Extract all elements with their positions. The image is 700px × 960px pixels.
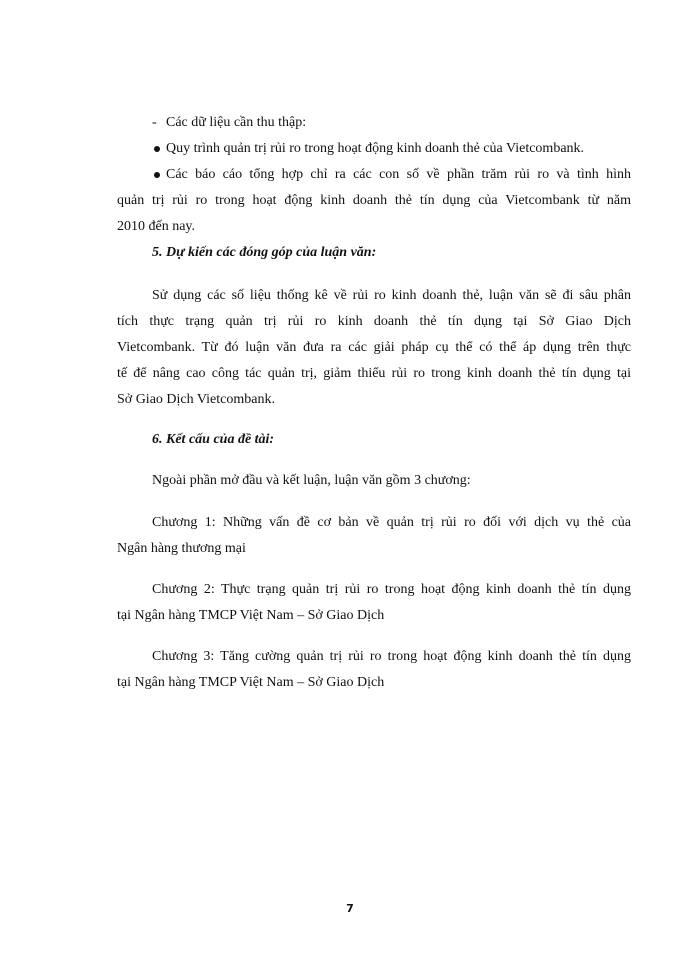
section-5-line-4: tế để nâng cao công tác quản trị, giảm thiểu rủi ro trong kinh doanh thẻ tín dụng tại [117,366,631,381]
section-5-line-5: Sở Giao Dịch Vietcombank. [117,392,275,407]
section-5-line-3: Vietcombank. Từ đó luận văn đưa ra các giải pháp cụ thể có thể áp dụng trên thực [117,340,631,355]
chapter-1-line-1: Chương 1: Những vấn đề cơ bản về quản trị rủi ro đối với dịch vụ thẻ của [152,515,631,530]
chapter-2-line-1: Chương 2: Thực trạng quản trị rủi ro trong hoạt động kinh doanh thẻ tín dụng [152,582,631,597]
section-6-intro: Ngoài phần mở đầu và kết luận, luận văn gồm 3 chương: [152,473,471,488]
list-dash: - [152,115,157,130]
chapter-3-line-2: tại Ngân hàng TMCP Việt Nam – Sở Giao Dịch [117,675,385,690]
list-heading: Các dữ liệu cần thu thập: [166,115,307,130]
chapter-3-line-1: Chương 3: Tăng cường quản trị rủi ro trong hoạt động kinh doanh thẻ tín dụng [152,649,631,664]
section-5-heading: 5. Dự kiến các đóng góp của luận văn: [152,245,377,260]
bullet-icon [154,146,160,152]
page-number: 7 [346,902,354,915]
chapter-2-line-2: tại Ngân hàng TMCP Việt Nam – Sở Giao Dịch [117,608,385,623]
bullet-icon [154,172,160,178]
section-5-line-1: Sử dụng các số liệu thống kê về rủi ro kinh doanh thẻ, luận văn sẽ đi sâu phân [152,288,631,303]
bullet-item-2: Các báo cáo tổng hợp chỉ ra các con số về phần trăm rủi ro và tình hình [166,167,631,182]
chapter-1-line-2: Ngân hàng thương mại [117,541,246,556]
bullet-item-2-line-2: quản trị rủi ro trong hoạt động kinh doanh thẻ tín dụng của Vietcombank từ năm [117,193,631,208]
section-6-heading: 6. Kết cấu của đề tài: [152,432,275,447]
section-5-line-2: tích thực trạng quản trị rủi ro kinh doanh thẻ tín dụng tại Sở Giao Dịch [117,314,631,329]
bullet-item-1: Quy trình quản trị rủi ro trong hoạt động kinh doanh thẻ của Vietcombank. [166,141,585,156]
bullet-item-2-line-3: 2010 đến nay. [117,219,196,234]
